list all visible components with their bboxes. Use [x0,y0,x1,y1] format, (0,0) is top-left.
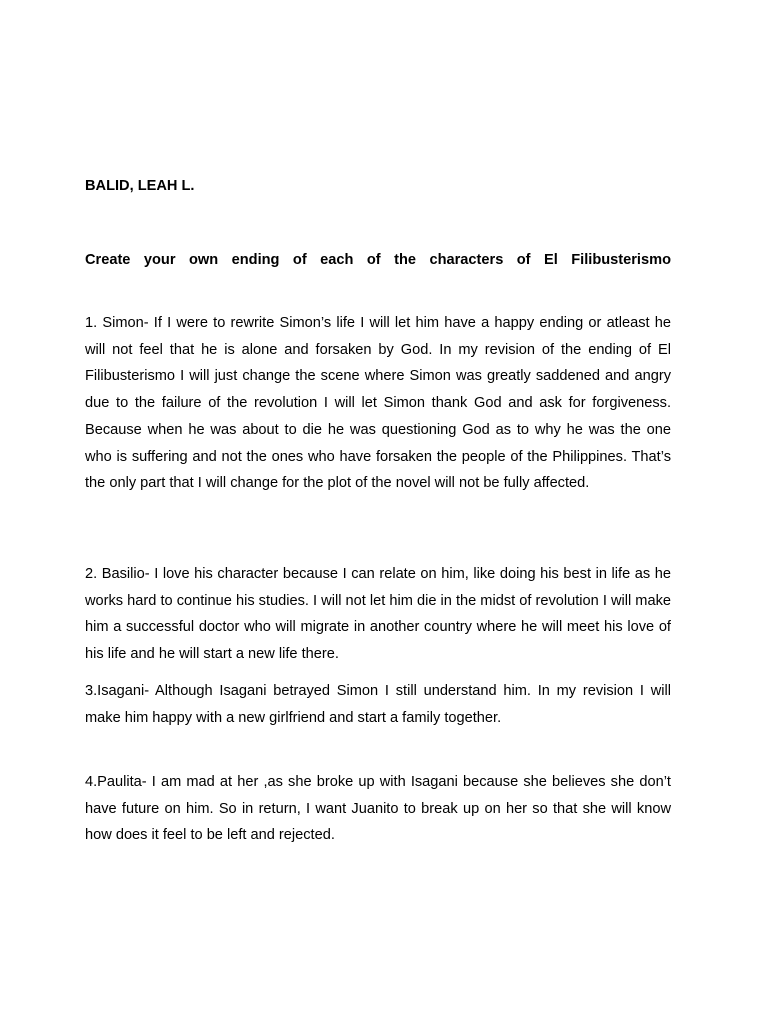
author-name: BALID, LEAH L. [85,178,195,194]
paragraph-simon: 1. Simon- If I were to rewrite Simon’s life I will let him have a happy ending or atleast he will not feel that he is alone and forsaken by God. In my revision of the ending of El Filibusterismo I will just change the scene where Simon was greatly saddened and angry due to the failure of the revolution I will let Simon thank God and ask for forgiveness. Because when he was about to die he was questioning God as to why he was the one who is suffering and not the ones who have forsaken the people of the Philippines. That’s the only part that I will change for the plot of the novel will not be fully affected. [85,315,671,492]
paragraph-paulita: 4.Paulita- I am mad at her ,as she broke up with Isagani because she believes she don’t have future on him. So in return, I want Juanito to break up on her so that she will know how does it feel to be left and rejected. [85,774,671,844]
document-title: Create your own ending of each of the characters of El Filibusterismo [85,252,671,268]
paragraph-isagani: 3.Isagani- Although Isagani betrayed Simon I still understand him. In my revision I will make him happy with a new girlfriend and start a family together. [85,683,671,726]
paragraph-basilio: 2. Basilio- I love his character because I can relate on him, like doing his best in life as he works hard to continue his studies. I will not let him die in the midst of revolution I will make him a successful doctor who will migrate in another country where he will meet his love of his life and he will start a new life there. [85,566,671,663]
